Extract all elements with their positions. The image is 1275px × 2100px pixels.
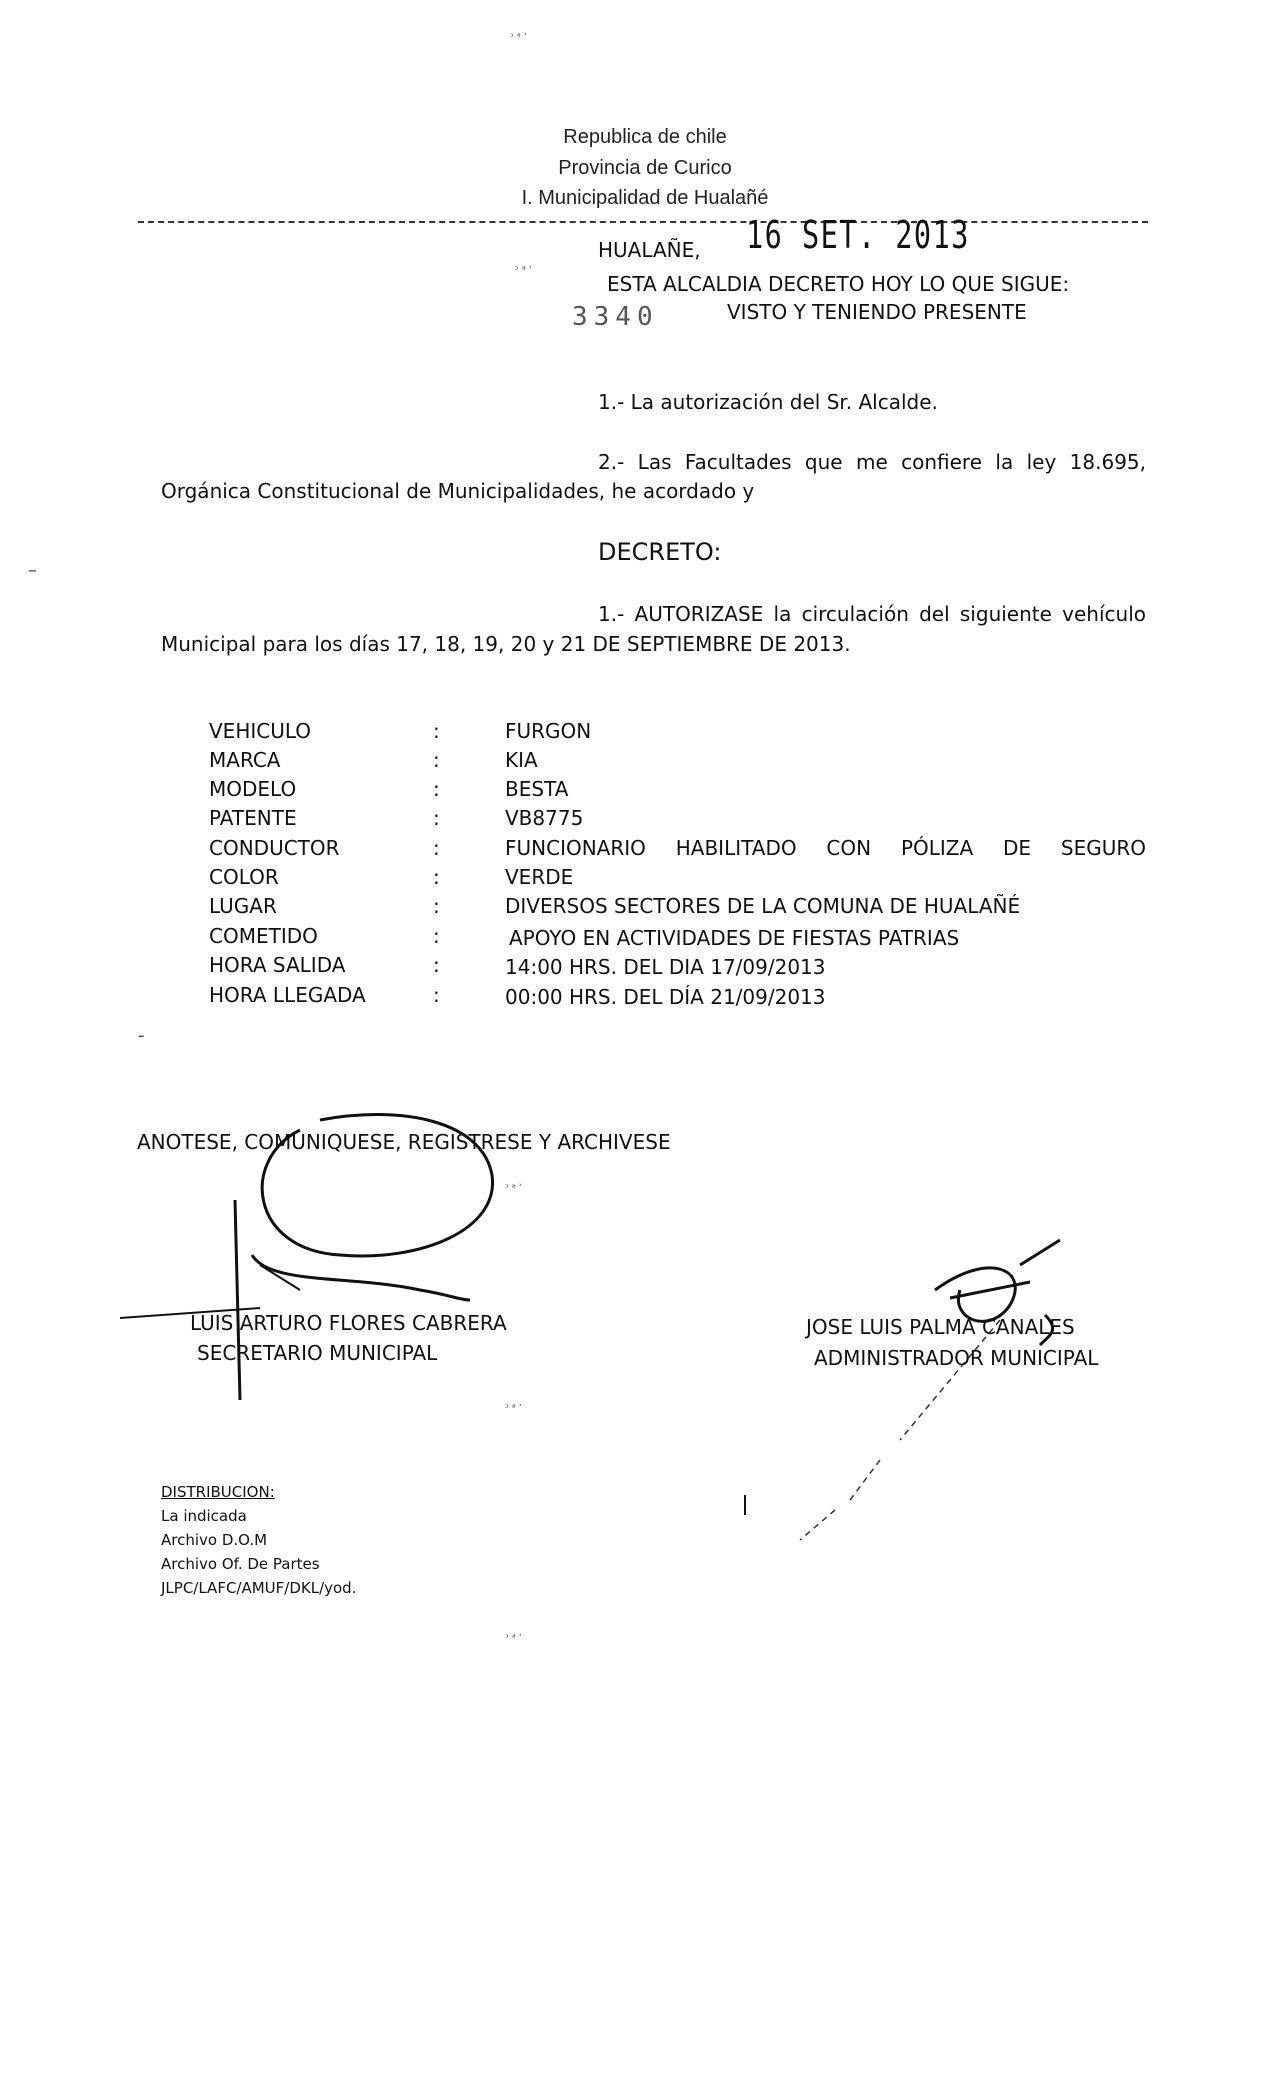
field-label: VEHICULO	[209, 719, 312, 743]
letterhead-province: Provincia de Curico	[558, 157, 732, 179]
decreto-title: DECRETO:	[598, 538, 722, 566]
field-value: BESTA	[505, 777, 569, 801]
field-separator: :	[433, 777, 440, 801]
signatory-right-title: ADMINISTRADOR MUNICIPAL	[814, 1346, 1099, 1370]
field-separator: :	[433, 953, 440, 977]
decree-number-stamp: 3340	[572, 302, 659, 332]
field-separator: :	[433, 836, 440, 860]
field-value: DIVERSOS SECTORES DE LA COMUNA DE HUALAÑÉ	[505, 894, 1021, 918]
distribution-item: JLPC/LAFC/AMUF/DKL/yod.	[161, 1579, 357, 1597]
field-separator: :	[433, 806, 440, 830]
field-label: LUGAR	[209, 894, 277, 918]
field-separator: :	[433, 894, 440, 918]
decreto-item1-line1: 1.- AUTORIZASE la circulación del siguiente vehículo	[598, 602, 1146, 626]
date-stamp: 16 SET. 2013	[746, 213, 970, 257]
scan-speck: ᵓ ᵃ ʾ	[510, 32, 528, 43]
consideration-1: 1.- La autorización del Sr. Alcalde.	[598, 390, 938, 414]
field-separator: :	[433, 983, 440, 1007]
field-value: VB8775	[505, 806, 584, 830]
scan-speck: ᵓ ᵃ ʾ	[505, 1633, 523, 1644]
letterhead-country: Republica de chile	[563, 126, 727, 148]
field-label: HORA SALIDA	[209, 953, 346, 977]
closing-formula: ANOTESE, COMUNIQUESE, REGISTRESE Y ARCHIVESE	[137, 1130, 671, 1154]
signatory-left-name: LUIS ARTURO FLORES CABRERA	[190, 1311, 507, 1335]
field-label: MARCA	[209, 748, 281, 772]
decreto-item1-line2: Municipal para los días 17, 18, 19, 20 y 21 DE SEPTIEMBRE DE 2013.	[161, 632, 851, 656]
field-label: COMETIDO	[209, 924, 318, 948]
field-value: 14:00 HRS. DEL DIA 17/09/2013	[505, 955, 826, 979]
field-label: MODELO	[209, 777, 297, 801]
scan-speck: –	[28, 560, 37, 581]
scan-speck: ᵓ ᵃ ʾ	[505, 1403, 523, 1414]
consideration-2-line2: Orgánica Constitucional de Municipalidades, he acordado y	[161, 479, 755, 503]
field-separator: :	[433, 748, 440, 772]
header-divider	[138, 221, 1148, 223]
distribution-item: Archivo D.O.M	[161, 1531, 268, 1549]
field-label: PATENTE	[209, 806, 297, 830]
field-value: FUNCIONARIO HABILITADO CON PÓLIZA DE SEGURO	[505, 836, 1146, 860]
signatory-right-name: JOSE LUIS PALMA CANALES	[806, 1315, 1075, 1339]
visto-heading: VISTO Y TENIENDO PRESENTE	[727, 300, 1027, 324]
field-label: HORA LLEGADA	[209, 983, 366, 1007]
signatory-left-title: SECRETARIO MUNICIPAL	[197, 1341, 438, 1365]
field-value: VERDE	[505, 865, 574, 889]
distribution-item: Archivo Of. De Partes	[161, 1555, 320, 1573]
field-label: COLOR	[209, 865, 279, 889]
field-label: CONDUCTOR	[209, 836, 340, 860]
field-value: KIA	[505, 748, 538, 772]
field-separator: :	[433, 865, 440, 889]
scan-speck: -	[138, 1025, 145, 1046]
scan-speck: ᵓ ᵃ ʾ	[515, 265, 533, 276]
letterhead-municipality: I. Municipalidad de Hualañé	[521, 187, 769, 209]
distribution-item: La indicada	[161, 1507, 247, 1525]
decree-intro: ESTA ALCALDIA DECRETO HOY LO QUE SIGUE:	[607, 272, 1070, 296]
field-separator: :	[433, 719, 440, 743]
field-value: 00:00 HRS. DEL DÍA 21/09/2013	[505, 985, 826, 1009]
field-value: APOYO EN ACTIVIDADES DE FIESTAS PATRIAS	[509, 926, 960, 950]
field-separator: :	[433, 924, 440, 948]
distribution-heading: DISTRIBUCION:	[161, 1483, 275, 1501]
consideration-2-line1: 2.- Las Facultades que me confiere la ley 18.695,	[598, 450, 1146, 474]
date-place: HUALAÑE,	[598, 238, 701, 262]
scan-speck: ᵓ ᵃ ʾ	[505, 1183, 523, 1194]
field-value: FURGON	[505, 719, 592, 743]
